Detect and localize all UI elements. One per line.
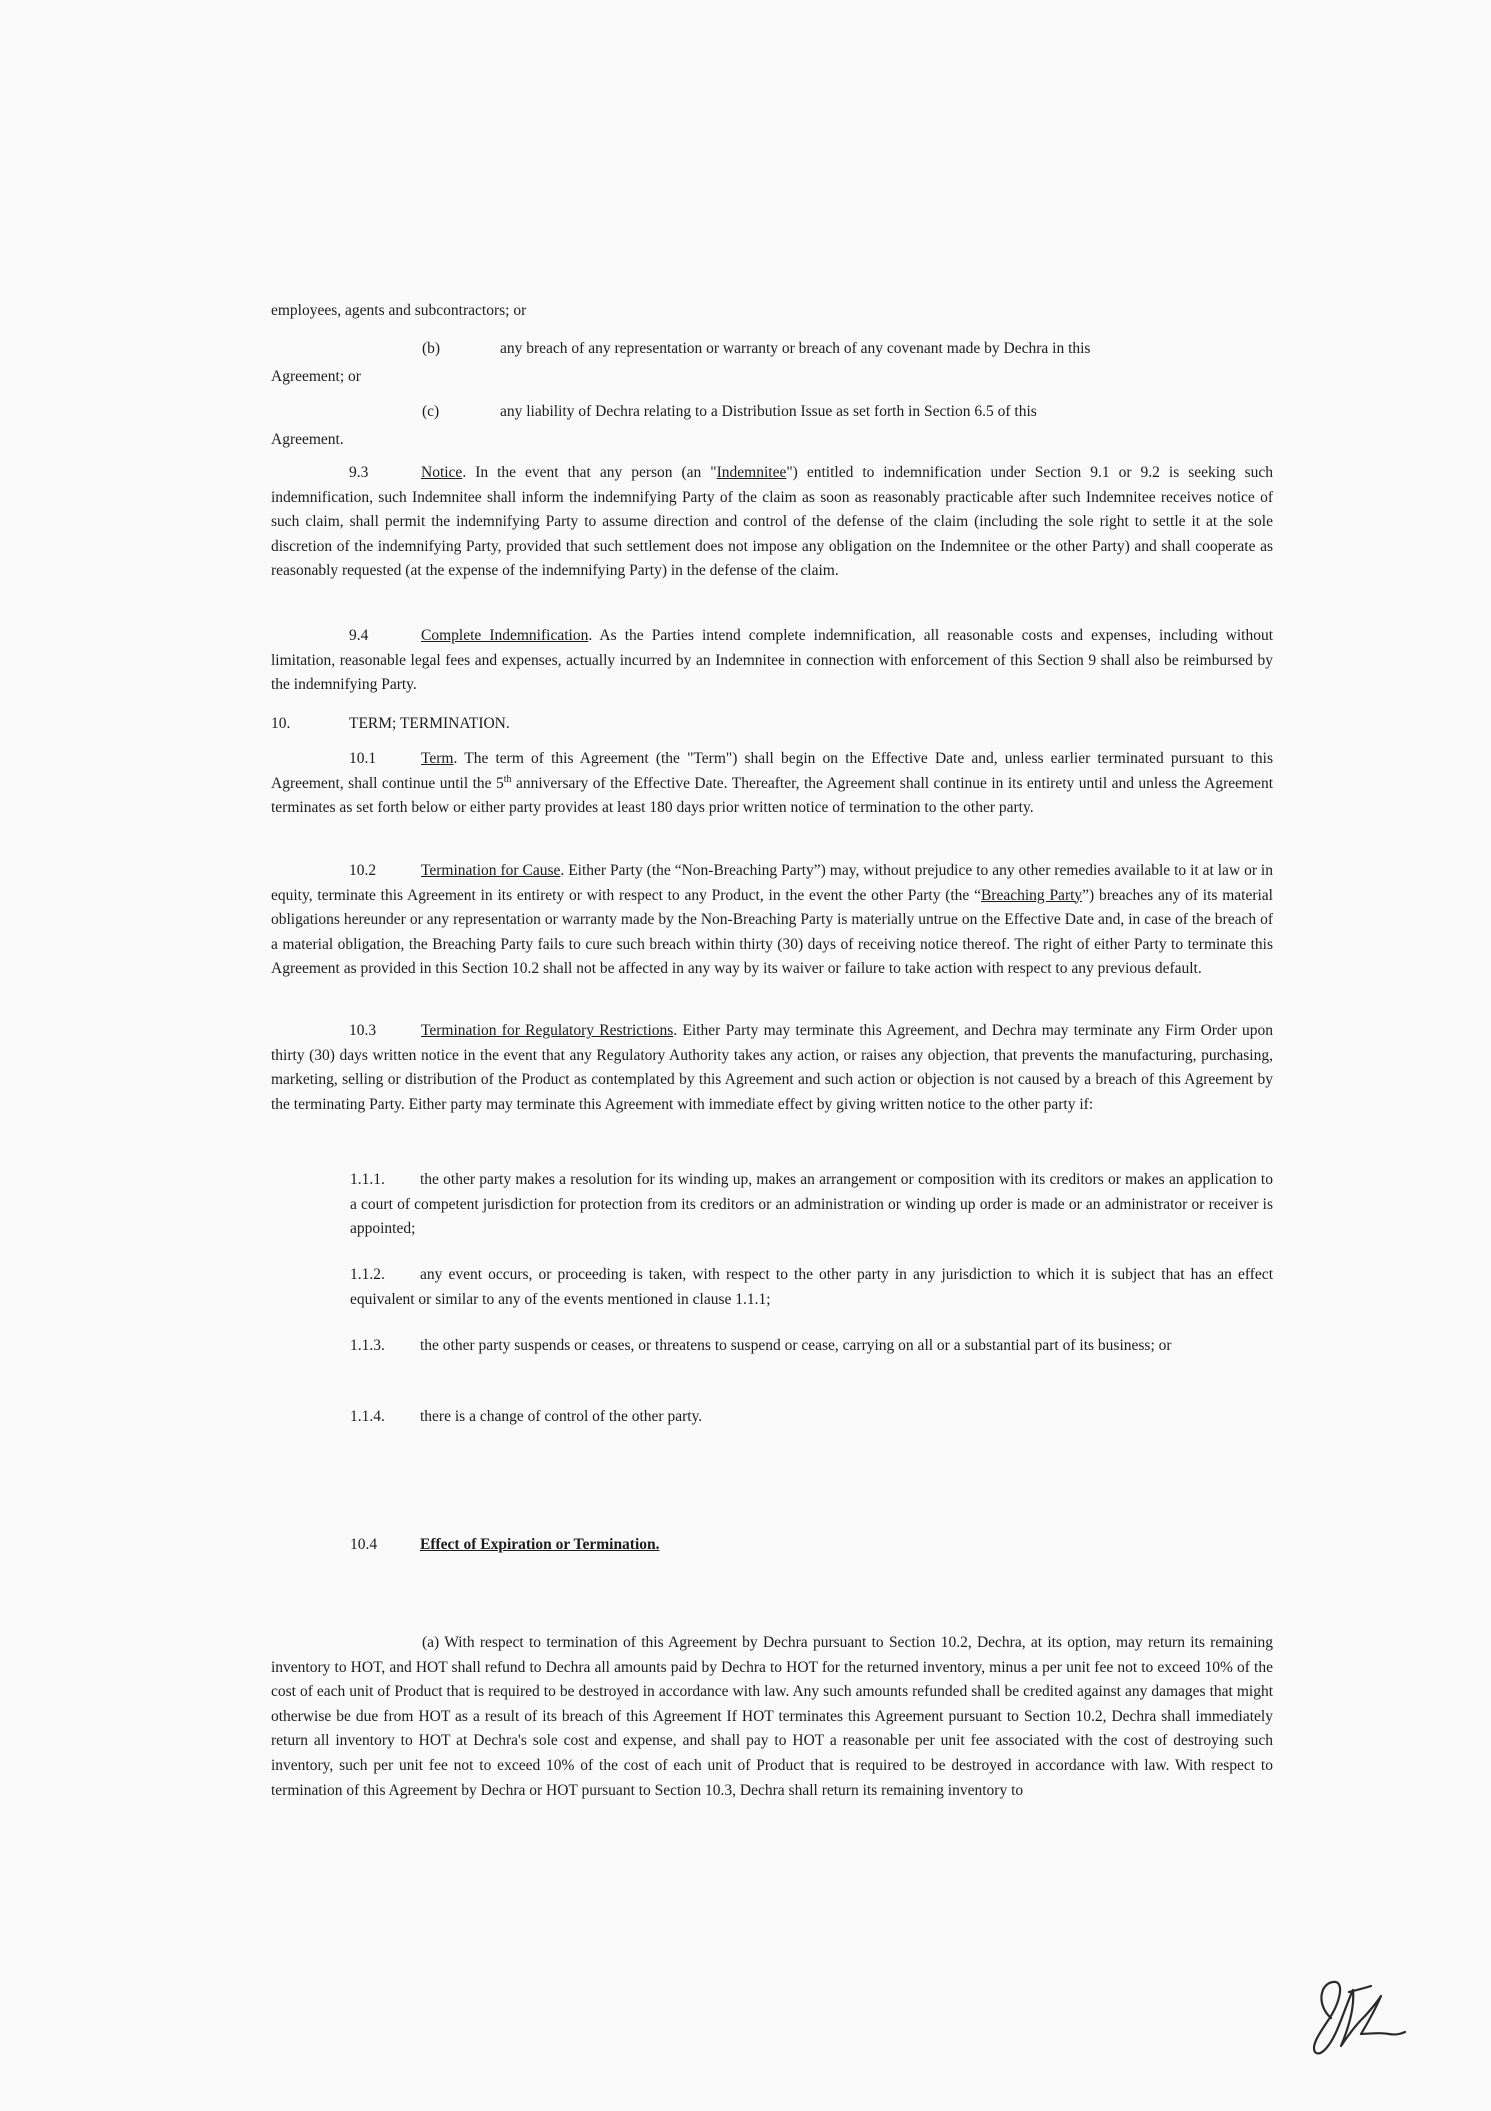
defined-term: Breaching Party <box>980 886 1083 904</box>
section-text: ”) breaches any of its material obligations hereunder or any representation or warranty made by the Non-Breaching Party is materially untrue on the Effective Date and, in case of the breach of a material obligation, the Breaching Party fails to cure such breach within thirty (30) days of receiving notice thereof. The right of either Party to terminate this Agreement as provided in this Section 10.2 shall not be affected in any way by its waiver or failure to take action with respect to any previous default. <box>271 886 1273 978</box>
clause-1-1-1 <box>350 1168 1273 1242</box>
section-heading: Termination for Regulatory Restrictions <box>421 1022 674 1039</box>
clause-text: there is a change of control of the other party. <box>420 1408 703 1425</box>
item-b-continuation: Agreement; or <box>271 368 361 385</box>
section-text: . Either Party (the “Non-Breaching Party”) may, without prejudice to any other remedies available to it at law or in equity, terminate this Agreement in its entirety or with respect to any Product, in the event the other Party (the “ <box>271 862 1273 904</box>
clause-text: the other party suspends or ceases, or threatens to suspend or cease, carrying on all or a substantial part of its business; or <box>420 1337 1172 1354</box>
section-heading: Complete Indemnification <box>421 627 589 644</box>
section-heading: Term <box>421 750 454 767</box>
section-text: (a) With respect to termination of this Agreement by Dechra pursuant to Section 10.2, Dechra, at its option, may return its remaining inventory to HOT, and HOT shall refund to Dechra all amounts paid by Dechra to HOT for the returned inventory, minus a per unit fee not to exceed 10% of the cost of each unit of Product that is required to be destroyed in accordance with law. Any such amounts refunded shall be credited against any damages that might otherwise be due from HOT as a result of its breach of this Agreement If HOT terminates this Agreement pursuant to Section 10.2, Dechra shall immediately return all inventory to HOT at Dechra's sole cost and expense, and shall pay to HOT a reasonable per unit fee associated with the cost of destroying such inventory, such per unit fee not to exceed 10% of the cost of each unit of Product that is required to be destroyed in accordance with law. With respect to termination of this Agreement by Dechra or HOT pursuant to Section 10.3, Dechra shall return its remaining inventory to <box>271 1634 1273 1799</box>
section-text: ") entitled to indemnification under Section 9.1 or 9.2 is seeking such indemnification, such Indemnitee shall inform the indemnifying Party of the claim as soon as reasonably practicable after such Indemnitee receives notice of such claim, shall permit the indemnifying Party to assume direction and control of the defense of the claim (including the sole right to settle it at the sole discretion of the indemnifying Party, provided that such settlement does not impose any obligation on the Indemnitee or the other Party) and shall cooperate as reasonably requested (at the expense of the indemnifying Party) in the defense of the claim. <box>271 464 1273 580</box>
section-9-3 <box>271 461 1273 584</box>
handwritten-initials <box>1297 1972 1407 2062</box>
section-10-1 <box>271 747 1273 821</box>
clause-number: 1.1.3. <box>350 1337 385 1354</box>
section-10-2 <box>271 859 1273 982</box>
section-number: 9.3 <box>349 464 369 481</box>
carryover-line: employees, agents and subcontractors; or <box>271 302 527 319</box>
section-10-number: 10. <box>271 715 291 732</box>
defined-term: Indemnitee <box>716 464 787 481</box>
section-10-4-a <box>271 1631 1273 1803</box>
clause-1-1-4 <box>350 1405 1273 1430</box>
section-text: . Either Party may terminate this Agreement, and Dechra may terminate any Firm Order upon thirty (30) days written notice in the event that any Regulatory Authority takes any action, or raises any objection, that prevents the manufacturing, purchasing, marketing, selling or distribution of the Product as contemplated by this Agreement and such action or objection is not caused by a breach of this Agreement by the terminating Party. Either party may terminate this Agreement with immediate effect by giving written notice to the other party if: <box>271 1022 1273 1113</box>
section-text: . The term of this Agreement (the "Term") shall begin on the Effective Date and, unless earlier terminated pursuant to this Agreement, shall continue until the 5 <box>271 750 1273 792</box>
section-heading: Notice <box>421 464 463 481</box>
clause-text: any event occurs, or proceeding is taken, with respect to the other party in any jurisdiction to which it is subject that has an effect equivalent or similar to any of the events mentioned in clause 1.1.1; <box>350 1266 1273 1308</box>
section-number: 10.2 <box>349 862 377 879</box>
section-9-4 <box>271 624 1273 698</box>
clause-1-1-2 <box>350 1263 1273 1312</box>
ordinal-suffix: th <box>503 773 512 785</box>
section-10-4-number: 10.4 <box>350 1536 378 1553</box>
clause-number: 1.1.1. <box>350 1171 385 1188</box>
section-number: 10.3 <box>349 1022 377 1039</box>
section-text: . As the Parties intend complete indemnification, all reasonable costs and expenses, including without limitation, reasonable legal fees and expenses, actually incurred by an Indemnitee in connection with enforcement of this Section 9 shall also be reimbursed by the indemnifying Party. <box>271 627 1273 694</box>
clause-1-1-3 <box>350 1334 1273 1359</box>
section-text: . In the event that any person (an " <box>462 464 717 481</box>
item-b-text: any breach of any representation or warranty or breach of any covenant made by Dechra in this <box>500 340 1091 357</box>
section-text: anniversary of the Effective Date. Thereafter, the Agreement shall continue in its entirety until and unless the Agreement terminates as set forth below or either party provides at least 180 days prior written notice of termination to the other party. <box>271 774 1273 817</box>
section-number: 10.1 <box>349 750 377 767</box>
item-c-label: (c) <box>422 403 440 420</box>
clause-number: 1.1.2. <box>350 1266 385 1283</box>
section-10-3 <box>271 1019 1273 1117</box>
item-b-label: (b) <box>422 340 441 357</box>
section-10-title: TERM; TERMINATION. <box>349 715 510 732</box>
clause-text: the other party makes a resolution for its winding up, makes an arrangement or composition with its creditors or makes an application to a court of competent jurisdiction for protection from its creditors or an administration or winding up order is made or an administrator or receiver is appointed; <box>350 1171 1273 1238</box>
section-10-4-heading: Effect of Expiration or Termination. <box>420 1536 660 1553</box>
clause-number: 1.1.4. <box>350 1408 385 1425</box>
section-number: 9.4 <box>349 627 369 644</box>
item-c-text: any liability of Dechra relating to a Distribution Issue as set forth in Section 6.5 of this <box>500 403 1037 420</box>
item-c-continuation: Agreement. <box>271 431 344 448</box>
section-heading: Termination for Cause <box>421 862 561 879</box>
